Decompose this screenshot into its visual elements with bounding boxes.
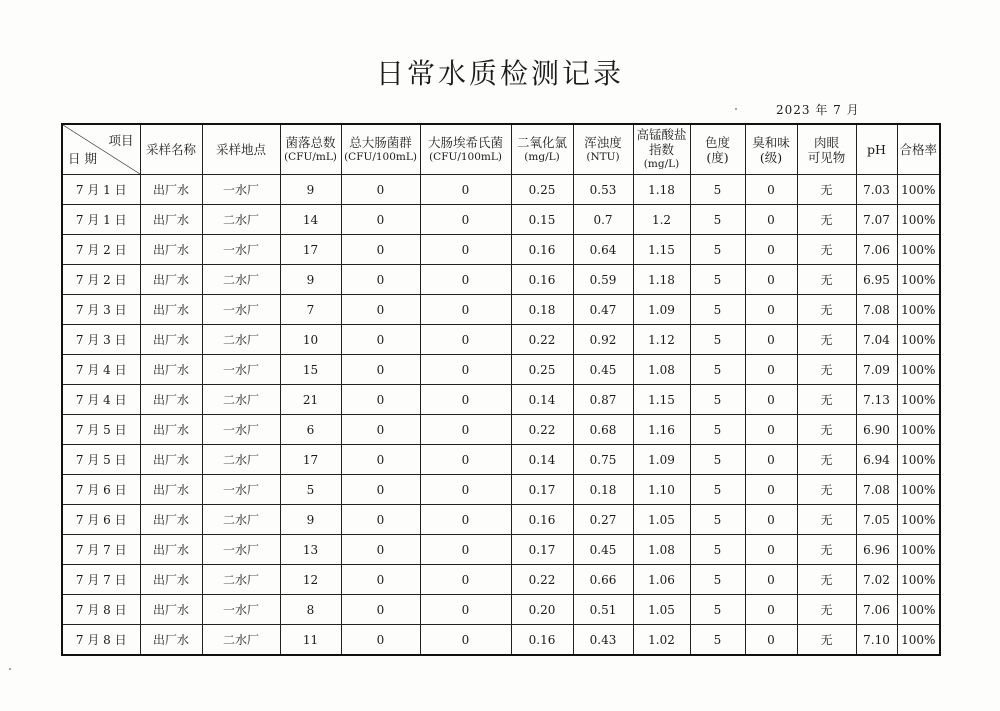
cell-colony-count: 8 (280, 595, 341, 625)
cell-e-coli: 0 (420, 505, 511, 535)
cell-odor-taste: 0 (745, 175, 797, 205)
cell-colony-count: 13 (280, 535, 341, 565)
cell-sample-name: 出厂水 (140, 505, 202, 535)
cell-sample-name: 出厂水 (140, 475, 202, 505)
cell-sample-name: 出厂水 (140, 175, 202, 205)
col-header-line: 指数 (648, 142, 674, 157)
table-body (62, 175, 940, 656)
cell-permanganate-index: 1.02 (633, 625, 690, 656)
cell-chroma: 5 (690, 325, 745, 355)
cell-total-coliform: 0 (341, 265, 420, 295)
col-header-line: 采样地点 (215, 142, 266, 157)
cell-odor-taste: 0 (745, 295, 797, 325)
cell-chroma: 5 (690, 385, 745, 415)
cell-permanganate-index: 1.12 (633, 325, 690, 355)
table-header-row (62, 124, 940, 175)
table-row (62, 505, 940, 535)
cell-odor-taste: 0 (745, 325, 797, 355)
cell-permanganate-index: 1.05 (633, 505, 690, 535)
cell-visible-matter: 无 (797, 535, 856, 565)
cell-ph: 7.04 (856, 325, 897, 355)
col-header-unit: (mg/L) (524, 150, 560, 163)
cell-e-coli: 0 (420, 265, 511, 295)
cell-sample-name: 出厂水 (140, 265, 202, 295)
cell-pass-rate: 100% (897, 265, 940, 295)
cell-total-coliform: 0 (341, 355, 420, 385)
cell-odor-taste: 0 (745, 265, 797, 295)
cell-total-coliform: 0 (341, 565, 420, 595)
cell-permanganate-index: 1.08 (633, 355, 690, 385)
cell-total-coliform: 0 (341, 475, 420, 505)
cell-date: 7 月 1 日 (62, 205, 140, 235)
cell-sample-name: 出厂水 (140, 625, 202, 656)
cell-turbidity: 0.87 (573, 385, 633, 415)
cell-date: 7 月 1 日 (62, 175, 140, 205)
col-header-unit: (度) (706, 149, 729, 165)
record-period: 2023 年 7 月 (776, 103, 860, 117)
table-row (62, 415, 940, 445)
cell-colony-count: 15 (280, 355, 341, 385)
cell-chlorine-dioxide: 0.16 (511, 505, 573, 535)
cell-turbidity: 0.66 (573, 565, 633, 595)
cell-chlorine-dioxide: 0.22 (511, 565, 573, 595)
diag-label-item: 项目 (108, 133, 134, 148)
col-header-unit: (mg/L) (643, 158, 680, 170)
cell-date: 7 月 6 日 (62, 475, 140, 505)
cell-date: 7 月 3 日 (62, 325, 140, 355)
cell-chroma: 5 (690, 535, 745, 565)
diagonal-header-cell (62, 124, 140, 175)
cell-visible-matter: 无 (797, 625, 856, 656)
cell-pass-rate: 100% (897, 355, 940, 385)
cell-sample-name: 出厂水 (140, 535, 202, 565)
cell-visible-matter: 无 (797, 355, 856, 385)
cell-e-coli: 0 (420, 565, 511, 595)
cell-turbidity: 0.64 (573, 235, 633, 265)
cell-ph: 7.06 (856, 235, 897, 265)
cell-turbidity: 0.75 (573, 445, 633, 475)
cell-sample-name: 出厂水 (140, 295, 202, 325)
cell-date: 7 月 2 日 (62, 265, 140, 295)
col-header-sample-site (202, 124, 280, 175)
col-header-line: 大肠埃希氏菌 (427, 134, 503, 150)
col-header-chroma (690, 124, 745, 175)
table-row (62, 535, 940, 565)
cell-colony-count: 7 (280, 295, 341, 325)
cell-turbidity: 0.18 (573, 475, 633, 505)
cell-visible-matter: 无 (797, 445, 856, 475)
table-row (62, 445, 940, 475)
cell-odor-taste: 0 (745, 565, 797, 595)
cell-chroma: 5 (690, 295, 745, 325)
col-header-line: 色度 (704, 134, 730, 150)
cell-chlorine-dioxide: 0.25 (511, 175, 573, 205)
cell-total-coliform: 0 (341, 325, 420, 355)
cell-chroma: 5 (690, 175, 745, 205)
cell-chlorine-dioxide: 0.17 (511, 475, 573, 505)
cell-ph: 7.10 (856, 625, 897, 656)
cell-total-coliform: 0 (341, 535, 420, 565)
cell-colony-count: 11 (280, 625, 341, 656)
cell-sample-name: 出厂水 (140, 355, 202, 385)
cell-ph: 6.90 (856, 415, 897, 445)
cell-total-coliform: 0 (341, 445, 420, 475)
cell-permanganate-index: 1.15 (633, 235, 690, 265)
cell-e-coli: 0 (420, 535, 511, 565)
col-header-line: 合格率 (899, 142, 937, 157)
col-header-unit: (CFU/100mL) (344, 150, 417, 163)
col-header-unit: (NTU) (586, 150, 620, 163)
cell-ph: 6.96 (856, 535, 897, 565)
table-row (62, 325, 940, 355)
cell-odor-taste: 0 (745, 625, 797, 656)
cell-visible-matter: 无 (797, 595, 856, 625)
cell-permanganate-index: 1.09 (633, 295, 690, 325)
cell-date: 7 月 4 日 (62, 385, 140, 415)
cell-turbidity: 0.51 (573, 595, 633, 625)
cell-permanganate-index: 1.05 (633, 595, 690, 625)
cell-chlorine-dioxide: 0.16 (511, 235, 573, 265)
table-row (62, 265, 940, 295)
table-row (62, 625, 940, 656)
cell-chlorine-dioxide: 0.20 (511, 595, 573, 625)
cell-sample-name: 出厂水 (140, 325, 202, 355)
col-header-line: 采样名称 (145, 142, 196, 157)
cell-colony-count: 21 (280, 385, 341, 415)
cell-chroma: 5 (690, 235, 745, 265)
cell-chlorine-dioxide: 0.17 (511, 535, 573, 565)
cell-chlorine-dioxide: 0.16 (511, 625, 573, 656)
table-row (62, 235, 940, 265)
cell-date: 7 月 3 日 (62, 295, 140, 325)
cell-pass-rate: 100% (897, 595, 940, 625)
col-header-line: 二氧化氯 (516, 134, 567, 150)
cell-sample-site: 一水厂 (202, 355, 280, 385)
cell-chroma: 5 (690, 625, 745, 656)
cell-permanganate-index: 1.18 (633, 265, 690, 295)
cell-e-coli: 0 (420, 445, 511, 475)
cell-pass-rate: 100% (897, 535, 940, 565)
cell-odor-taste: 0 (745, 445, 797, 475)
cell-permanganate-index: 1.2 (633, 205, 690, 235)
cell-odor-taste: 0 (745, 505, 797, 535)
col-header-line: 菌落总数 (285, 134, 336, 150)
cell-e-coli: 0 (420, 595, 511, 625)
col-header-ph (856, 124, 897, 175)
col-header-permanganate-index (633, 124, 690, 175)
cell-turbidity: 0.47 (573, 295, 633, 325)
cell-odor-taste: 0 (745, 355, 797, 385)
cell-odor-taste: 0 (745, 205, 797, 235)
cell-permanganate-index: 1.15 (633, 385, 690, 415)
cell-chlorine-dioxide: 0.25 (511, 355, 573, 385)
cell-total-coliform: 0 (341, 595, 420, 625)
table-row (62, 385, 940, 415)
cell-pass-rate: 100% (897, 295, 940, 325)
cell-ph: 7.08 (856, 295, 897, 325)
cell-date: 7 月 4 日 (62, 355, 140, 385)
table-row (62, 595, 940, 625)
cell-odor-taste: 0 (745, 535, 797, 565)
cell-chroma: 5 (690, 415, 745, 445)
cell-chlorine-dioxide: 0.18 (511, 295, 573, 325)
cell-colony-count: 12 (280, 565, 341, 595)
cell-total-coliform: 0 (341, 415, 420, 445)
cell-sample-site: 二水厂 (202, 325, 280, 355)
col-header-odor-taste (745, 124, 797, 175)
cell-sample-site: 一水厂 (202, 175, 280, 205)
cell-colony-count: 10 (280, 325, 341, 355)
cell-pass-rate: 100% (897, 415, 940, 445)
col-header-total-coliform (341, 124, 420, 175)
col-header-unit: (CFU/mL) (284, 150, 337, 163)
col-header-line: pH (867, 142, 886, 157)
cell-colony-count: 17 (280, 445, 341, 475)
cell-colony-count: 5 (280, 475, 341, 505)
cell-chroma: 5 (690, 565, 745, 595)
cell-sample-name: 出厂水 (140, 205, 202, 235)
cell-visible-matter: 无 (797, 235, 856, 265)
cell-e-coli: 0 (420, 175, 511, 205)
cell-chlorine-dioxide: 0.14 (511, 385, 573, 415)
cell-date: 7 月 7 日 (62, 535, 140, 565)
cell-date: 7 月 8 日 (62, 625, 140, 656)
cell-sample-name: 出厂水 (140, 385, 202, 415)
table-row (62, 295, 940, 325)
cell-pass-rate: 100% (897, 625, 940, 656)
col-header-unit: (级) (759, 149, 783, 165)
cell-visible-matter: 无 (797, 205, 856, 235)
cell-chroma: 5 (690, 445, 745, 475)
cell-pass-rate: 100% (897, 505, 940, 535)
cell-permanganate-index: 1.10 (633, 475, 690, 505)
cell-ph: 6.95 (856, 265, 897, 295)
water-quality-table (61, 123, 941, 656)
cell-sample-site: 二水厂 (202, 265, 280, 295)
cell-visible-matter: 无 (797, 265, 856, 295)
cell-turbidity: 0.92 (573, 325, 633, 355)
cell-sample-site: 一水厂 (202, 235, 280, 265)
cell-sample-site: 一水厂 (202, 475, 280, 505)
col-header-line: 总大肠菌群 (349, 134, 412, 150)
cell-sample-name: 出厂水 (140, 565, 202, 595)
scan-speck (9, 668, 11, 670)
col-header-line: 浑浊度 (584, 134, 622, 150)
cell-visible-matter: 无 (797, 325, 856, 355)
cell-chroma: 5 (690, 265, 745, 295)
cell-chlorine-dioxide: 0.14 (511, 445, 573, 475)
col-header-turbidity (573, 124, 633, 175)
cell-colony-count: 9 (280, 265, 341, 295)
cell-chroma: 5 (690, 205, 745, 235)
col-header-line: 臭和味 (752, 134, 790, 150)
table-row (62, 205, 940, 235)
cell-colony-count: 9 (280, 175, 341, 205)
cell-chlorine-dioxide: 0.22 (511, 325, 573, 355)
cell-chroma: 5 (690, 505, 745, 535)
cell-visible-matter: 无 (797, 565, 856, 595)
cell-sample-site: 二水厂 (202, 445, 280, 475)
cell-sample-site: 二水厂 (202, 625, 280, 656)
cell-turbidity: 0.59 (573, 265, 633, 295)
cell-e-coli: 0 (420, 355, 511, 385)
cell-turbidity: 0.45 (573, 535, 633, 565)
cell-permanganate-index: 1.09 (633, 445, 690, 475)
cell-ph: 7.09 (856, 355, 897, 385)
col-header-line: 可见物 (807, 149, 846, 165)
cell-ph: 7.02 (856, 565, 897, 595)
cell-colony-count: 17 (280, 235, 341, 265)
cell-total-coliform: 0 (341, 295, 420, 325)
cell-e-coli: 0 (420, 415, 511, 445)
cell-date: 7 月 5 日 (62, 415, 140, 445)
cell-total-coliform: 0 (341, 175, 420, 205)
cell-pass-rate: 100% (897, 445, 940, 475)
cell-turbidity: 0.53 (573, 175, 633, 205)
cell-ph: 7.03 (856, 175, 897, 205)
cell-sample-site: 一水厂 (202, 535, 280, 565)
cell-sample-name: 出厂水 (140, 235, 202, 265)
cell-permanganate-index: 1.06 (633, 565, 690, 595)
cell-pass-rate: 100% (897, 205, 940, 235)
cell-ph: 7.07 (856, 205, 897, 235)
cell-sample-site: 一水厂 (202, 415, 280, 445)
cell-permanganate-index: 1.16 (633, 415, 690, 445)
cell-e-coli: 0 (420, 385, 511, 415)
table-row (62, 175, 940, 205)
cell-date: 7 月 2 日 (62, 235, 140, 265)
cell-odor-taste: 0 (745, 235, 797, 265)
cell-sample-site: 二水厂 (202, 385, 280, 415)
cell-chroma: 5 (690, 475, 745, 505)
cell-total-coliform: 0 (341, 625, 420, 656)
cell-chlorine-dioxide: 0.15 (511, 205, 573, 235)
cell-e-coli: 0 (420, 295, 511, 325)
cell-ph: 7.08 (856, 475, 897, 505)
table-row (62, 355, 940, 385)
cell-sample-site: 一水厂 (202, 295, 280, 325)
cell-chroma: 5 (690, 355, 745, 385)
cell-sample-name: 出厂水 (140, 445, 202, 475)
cell-odor-taste: 0 (745, 475, 797, 505)
cell-permanganate-index: 1.08 (633, 535, 690, 565)
cell-turbidity: 0.68 (573, 415, 633, 445)
cell-pass-rate: 100% (897, 565, 940, 595)
cell-total-coliform: 0 (341, 385, 420, 415)
cell-odor-taste: 0 (745, 415, 797, 445)
cell-e-coli: 0 (420, 325, 511, 355)
cell-visible-matter: 无 (797, 385, 856, 415)
cell-total-coliform: 0 (341, 205, 420, 235)
cell-chlorine-dioxide: 0.22 (511, 415, 573, 445)
col-header-chlorine-dioxide (511, 124, 573, 175)
cell-e-coli: 0 (420, 205, 511, 235)
cell-sample-site: 二水厂 (202, 205, 280, 235)
cell-ph: 7.05 (856, 505, 897, 535)
cell-chroma: 5 (690, 595, 745, 625)
page-title: 日常水质检测记录 (375, 57, 624, 90)
cell-pass-rate: 100% (897, 235, 940, 265)
cell-pass-rate: 100% (897, 175, 940, 205)
cell-date: 7 月 5 日 (62, 445, 140, 475)
cell-visible-matter: 无 (797, 175, 856, 205)
cell-turbidity: 0.45 (573, 355, 633, 385)
cell-colony-count: 14 (280, 205, 341, 235)
col-header-e-coli (420, 124, 511, 175)
cell-ph: 6.94 (856, 445, 897, 475)
cell-permanganate-index: 1.18 (633, 175, 690, 205)
table-row (62, 475, 940, 505)
cell-turbidity: 0.43 (573, 625, 633, 656)
col-header-unit: (CFU/100mL) (429, 150, 502, 163)
cell-pass-rate: 100% (897, 475, 940, 505)
col-header-line: 肉眼 (813, 134, 839, 150)
diag-label-date: 日 期 (68, 151, 97, 166)
cell-odor-taste: 0 (745, 595, 797, 625)
cell-e-coli: 0 (420, 625, 511, 656)
cell-total-coliform: 0 (341, 235, 420, 265)
cell-colony-count: 9 (280, 505, 341, 535)
cell-turbidity: 0.7 (573, 205, 633, 235)
col-header-pass-rate (897, 124, 940, 175)
cell-sample-site: 一水厂 (202, 595, 280, 625)
cell-sample-name: 出厂水 (140, 415, 202, 445)
cell-visible-matter: 无 (797, 415, 856, 445)
cell-sample-name: 出厂水 (140, 595, 202, 625)
cell-date: 7 月 7 日 (62, 565, 140, 595)
col-header-visible-matter (797, 124, 856, 175)
cell-visible-matter: 无 (797, 505, 856, 535)
cell-e-coli: 0 (420, 235, 511, 265)
cell-date: 7 月 6 日 (62, 505, 140, 535)
cell-ph: 7.06 (856, 595, 897, 625)
cell-sample-site: 二水厂 (202, 565, 280, 595)
cell-visible-matter: 无 (797, 295, 856, 325)
cell-pass-rate: 100% (897, 385, 940, 415)
cell-odor-taste: 0 (745, 385, 797, 415)
scan-speck (735, 108, 737, 110)
cell-ph: 7.13 (856, 385, 897, 415)
cell-chlorine-dioxide: 0.16 (511, 265, 573, 295)
col-header-line: 高锰酸盐 (636, 127, 687, 142)
cell-colony-count: 6 (280, 415, 341, 445)
col-header-colony-count (280, 124, 341, 175)
table-row (62, 565, 940, 595)
cell-pass-rate: 100% (897, 325, 940, 355)
cell-total-coliform: 0 (341, 505, 420, 535)
cell-visible-matter: 无 (797, 475, 856, 505)
col-header-sample-name (140, 124, 202, 175)
cell-sample-site: 二水厂 (202, 505, 280, 535)
cell-turbidity: 0.27 (573, 505, 633, 535)
cell-date: 7 月 8 日 (62, 595, 140, 625)
cell-e-coli: 0 (420, 475, 511, 505)
